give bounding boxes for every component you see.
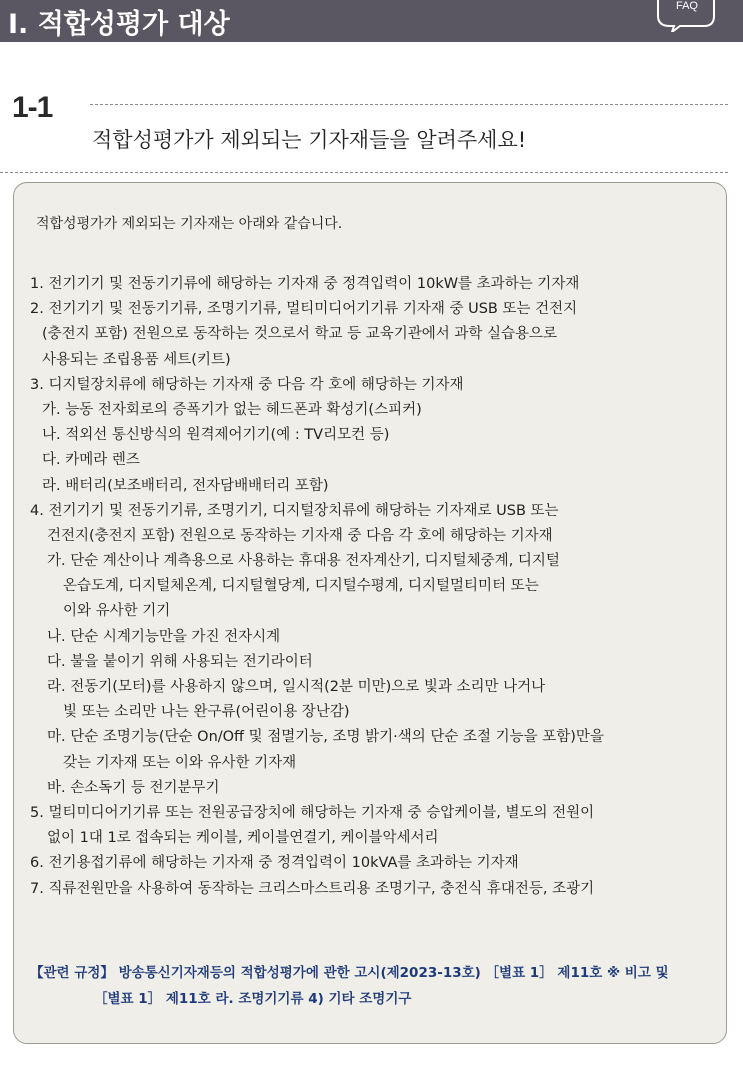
- list-item: 다. 카메라 렌즈: [42, 452, 140, 469]
- regulation-line-2: ［별표 1］ 제11호 라. 조명기기류 4) 기타 조명기구: [94, 991, 412, 1007]
- list-item: 건전지(충전지 포함) 전원으로 동작하는 기자재 중 다음 각 호에 해당하는 기자재: [47, 527, 553, 544]
- section-number: 1-1: [12, 91, 53, 124]
- list-item: 빛 또는 소리만 나는 완구류(어린이용 장난감): [63, 704, 350, 721]
- answer-intro: 적합성평가가 제외되는 기자재는 아래와 같습니다.: [36, 216, 343, 232]
- list-item: 7. 직류전원만을 사용하여 동작하는 크리스마스트리용 조명기구, 충전식 휴대전등, 조광기: [30, 880, 595, 897]
- list-item: 라. 배터리(보조배터리, 전자담배배터리 포함): [42, 477, 329, 494]
- list-item: 5. 멀티미디어기기류 또는 전원공급장치에 해당하는 기자재 중 승압케이블, 별도의 전원이: [30, 804, 595, 821]
- list-item: 없이 1대 1로 접속되는 케이블, 케이블연결기, 케이블악세서리: [47, 830, 439, 847]
- regulation-line-1: 【관련 규정】 방송통신기자재등의 적합성평가에 관한 고시(제2023-13호) ［별표 1］ 제11호 ※ 비고 및: [30, 965, 669, 981]
- dashed-divider-bottom: [0, 172, 728, 173]
- list-item: 2. 전기기기 및 전동기기류, 조명기기류, 멀티미디어기기류 기자재 중 USB 또는 건전지: [30, 301, 578, 318]
- list-item: 마. 단순 조명기능(단순 On/Off 및 점멸기능, 조명 밝기·색의 단순 조절 기능을 포함)만을: [47, 729, 604, 746]
- list-item: 3. 디지털장치류에 해당하는 기자재 중 다음 각 호에 해당하는 기자재: [30, 376, 464, 393]
- list-item: 바. 손소독기 등 전기분무기: [47, 779, 220, 796]
- list-item: 온습도계, 디지털체온계, 디지털혈당계, 디지털수평계, 디지털멀티미터 또는: [63, 578, 539, 595]
- list-item: 사용되는 조립용품 세트(키트): [42, 351, 231, 368]
- section-question: 적합성평가가 제외되는 기자재들을 알려주세요!: [92, 128, 527, 152]
- dashed-divider-top: [90, 104, 728, 105]
- header-band: [0, 0, 743, 42]
- exclusion-list: [30, 272, 720, 902]
- list-item: 6. 전기용접기류에 해당하는 기자재 중 정격입력이 10kVA를 초과하는 기자재: [30, 855, 519, 872]
- list-item: 다. 불을 붙이기 위해 사용되는 전기라이터: [47, 653, 313, 670]
- list-item: 이와 유사한 기기: [63, 603, 171, 620]
- related-regulation-note: [30, 960, 720, 1012]
- list-item: (충전지 포함) 전원으로 동작하는 것으로서 학교 등 교육기관에서 과학 실습용으로: [42, 326, 558, 343]
- list-item: 갖는 기자재 또는 이와 유사한 기자재: [63, 754, 297, 771]
- section-number-badge: [12, 91, 82, 124]
- list-item: 가. 단순 계산이나 계측용으로 사용하는 휴대용 전자계산기, 디지털체중계, 디지털: [47, 553, 560, 570]
- list-item: 가. 능동 전자회로의 증폭기가 없는 헤드폰과 확성기(스피커): [42, 401, 422, 418]
- list-item: 라. 전동기(모터)를 사용하지 않으며, 일시적(2분 미만)으로 빛과 소리만 나거나: [47, 679, 546, 695]
- faq-label: FAQ: [675, 0, 698, 12]
- list-item: 4. 전기기기 및 전동기기류, 조명기기, 디지털장치류에 해당하는 기자재로 USB 또는: [30, 502, 559, 519]
- list-item: 나. 단순 시계기능만을 가진 전자시계: [47, 628, 281, 645]
- list-item: 1. 전기기기 및 전동기기류에 해당하는 기자재 중 정격입력이 10kW를 초과하는 기자재: [30, 276, 580, 292]
- page-title: I. 적합성평가 대상: [8, 9, 230, 40]
- list-item: 나. 적외선 통신방식의 원격제어기기(예 : TV리모컨 등): [42, 427, 390, 444]
